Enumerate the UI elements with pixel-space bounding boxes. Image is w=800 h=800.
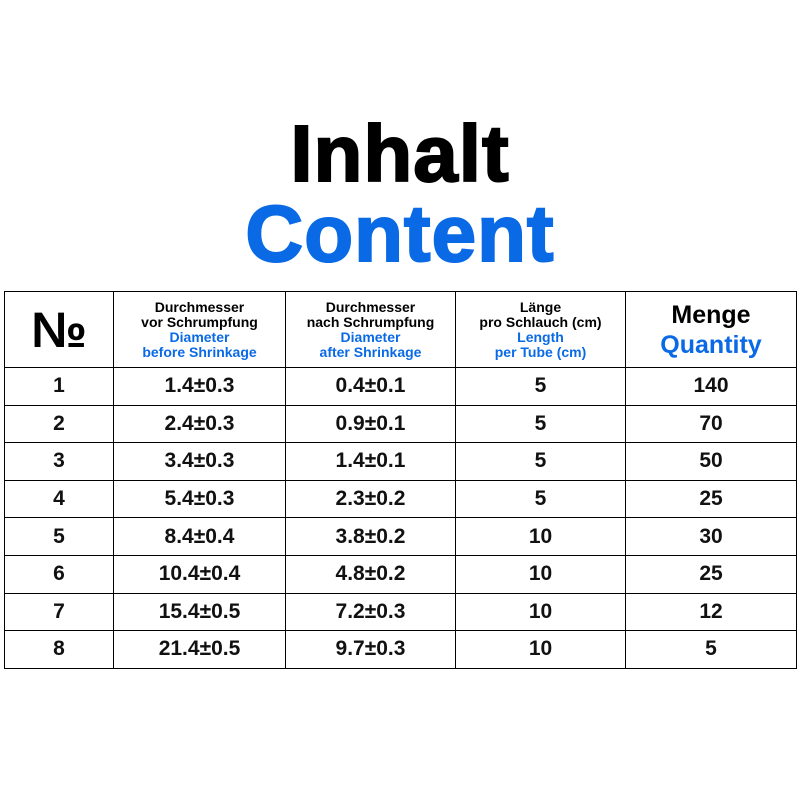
cell-quantity: 50 — [626, 443, 797, 481]
cell-quantity: 25 — [626, 555, 797, 593]
header-no-label: № — [31, 301, 87, 358]
header-length — [456, 292, 626, 368]
cell-length: 5 — [456, 368, 626, 406]
cell-quantity: 12 — [626, 593, 797, 631]
cell-no: 6 — [5, 555, 114, 593]
header-before-german-line2: vor Schrumpfung — [141, 313, 258, 330]
header-length-english-line1: Length — [517, 328, 564, 345]
cell-diameter-before: 3.4±0.3 — [114, 443, 286, 481]
cell-diameter-after: 9.7±0.3 — [286, 631, 456, 669]
cell-quantity: 140 — [626, 368, 797, 406]
header-after-german-line2: nach Schrumpfung — [306, 313, 435, 330]
cell-diameter-after: 7.2±0.3 — [286, 593, 456, 631]
header-no — [5, 292, 114, 368]
header-after-english-line2: after Shrinkage — [319, 343, 422, 360]
cell-diameter-after: 2.3±0.2 — [286, 480, 456, 518]
table-row — [5, 405, 797, 443]
table-row — [5, 480, 797, 518]
table-row — [5, 631, 797, 669]
cell-quantity: 30 — [626, 518, 797, 556]
cell-length: 10 — [456, 631, 626, 669]
cell-length: 10 — [456, 518, 626, 556]
cell-length: 5 — [456, 480, 626, 518]
table-row — [5, 368, 797, 406]
cell-diameter-before: 15.4±0.5 — [114, 593, 286, 631]
table-row — [5, 518, 797, 556]
header-quantity-german: Menge — [671, 300, 751, 329]
cell-diameter-before: 10.4±0.4 — [114, 555, 286, 593]
header-after-english-line1: Diameter — [340, 328, 401, 345]
cell-no: 5 — [5, 518, 114, 556]
cell-length: 5 — [456, 405, 626, 443]
cell-quantity: 25 — [626, 480, 797, 518]
cell-diameter-before: 21.4±0.5 — [114, 631, 286, 669]
header-before-english-line2: before Shrinkage — [142, 343, 257, 360]
cell-quantity: 70 — [626, 405, 797, 443]
cell-diameter-after: 0.9±0.1 — [286, 405, 456, 443]
table-row — [5, 555, 797, 593]
header-before-english-line1: Diameter — [169, 328, 230, 345]
table-row — [5, 593, 797, 631]
header-length-german-line2: pro Schlauch (cm) — [479, 313, 602, 330]
header-diameter-before — [114, 292, 286, 368]
cell-no: 2 — [5, 405, 114, 443]
cell-diameter-before: 8.4±0.4 — [114, 518, 286, 556]
cell-length: 10 — [456, 593, 626, 631]
table-row — [5, 443, 797, 481]
header-length-english-line2: per Tube (cm) — [494, 343, 587, 360]
cell-no: 7 — [5, 593, 114, 631]
header-before-german-line1: Durchmesser — [154, 298, 245, 315]
table-header-row — [5, 292, 797, 368]
header-after-german-line1: Durchmesser — [325, 298, 416, 315]
cell-diameter-after: 3.8±0.2 — [286, 518, 456, 556]
cell-diameter-after: 1.4±0.1 — [286, 443, 456, 481]
cell-no: 4 — [5, 480, 114, 518]
cell-length: 10 — [456, 555, 626, 593]
cell-length: 5 — [456, 443, 626, 481]
title-german: Inhalt — [290, 109, 510, 198]
cell-no: 8 — [5, 631, 114, 669]
cell-diameter-before: 2.4±0.3 — [114, 405, 286, 443]
cell-diameter-after: 0.4±0.1 — [286, 368, 456, 406]
header-quantity — [626, 292, 797, 368]
cell-no: 1 — [5, 368, 114, 406]
title-english: Content — [245, 189, 555, 278]
header-length-german-line1: Länge — [519, 298, 562, 315]
cell-diameter-before: 5.4±0.3 — [114, 480, 286, 518]
header-diameter-after — [286, 292, 456, 368]
content-table — [4, 291, 797, 669]
cell-diameter-before: 1.4±0.3 — [114, 368, 286, 406]
cell-quantity: 5 — [626, 631, 797, 669]
header-quantity-english: Quantity — [660, 330, 762, 359]
cell-no: 3 — [5, 443, 114, 481]
cell-diameter-after: 4.8±0.2 — [286, 555, 456, 593]
